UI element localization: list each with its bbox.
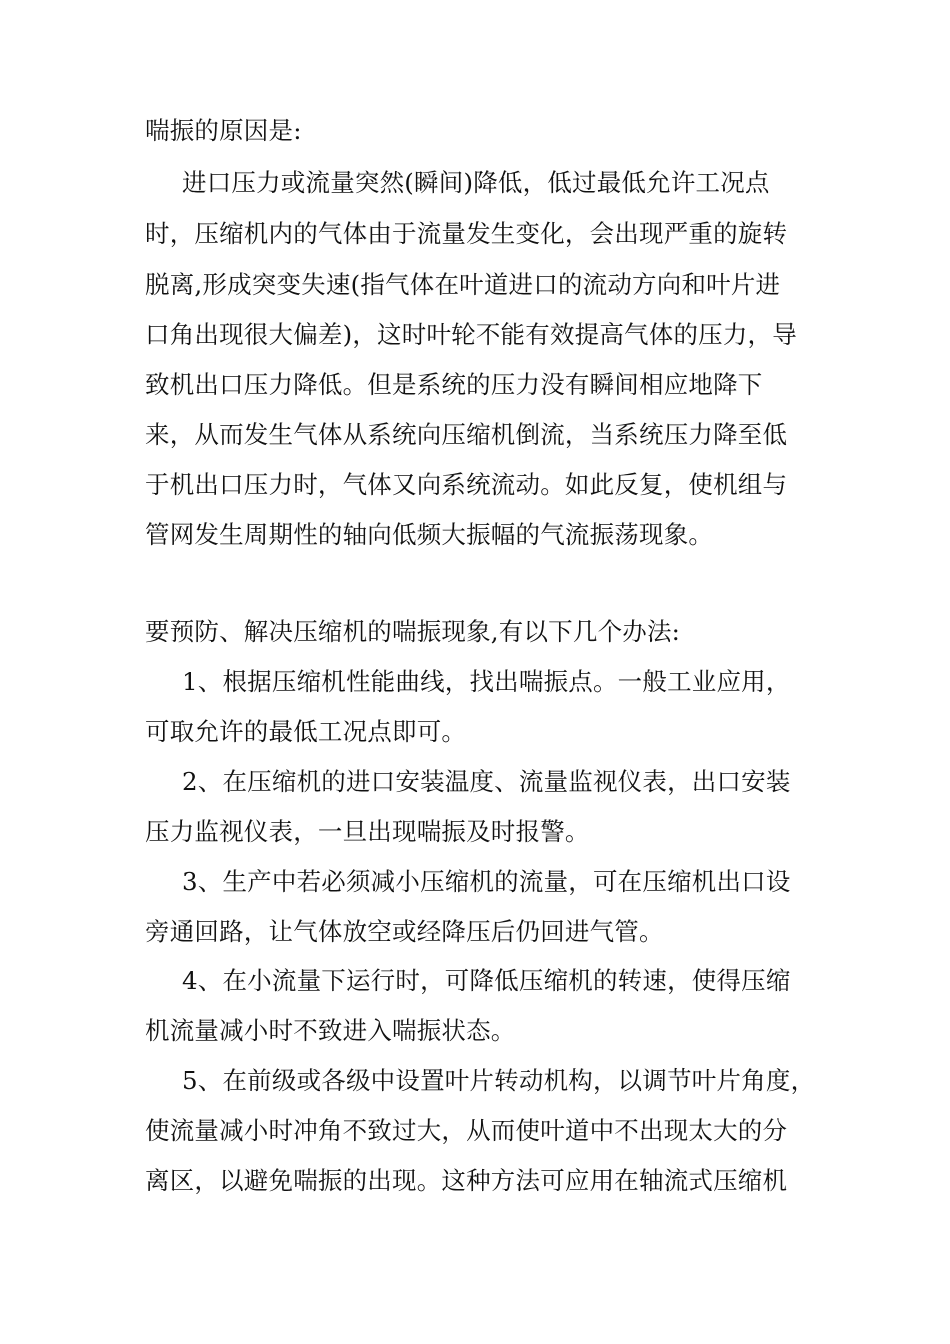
section2-line-10: 使流量减小时冲角不致过大，从而使叶道中不出现太大的分 [145,1116,788,1145]
section2-line-6: 旁通回路，让气体放空或经降压后仍回进气管。 [145,917,664,946]
section1-line-6: 来，从而发生气体从系统向压缩机倒流，当系统压力降至低 [145,420,788,449]
section2-line-1: 1、根据压缩机性能曲线，找出喘振点。一般工业应用， [182,667,791,696]
section1-line-8: 管网发生周期性的轴向低频大振幅的气流振荡现象。 [145,520,714,549]
section2-line-2: 可取允许的最低工况点即可。 [145,717,467,746]
section2-line-5: 3、生产中若必须减小压缩机的流量，可在压缩机出口设 [182,867,791,896]
section2-line-11: 离区，以避免喘振的出现。这种方法可应用在轴流式压缩机 [145,1166,788,1195]
section1-line-4: 口角出现很大偏差)，这时叶轮不能有效提高气体的压力，导 [145,320,797,349]
section1-line-3: 脱离,形成突变失速(指气体在叶道进口的流动方向和叶片进 [145,270,781,299]
section2-line-7: 4、在小流量下运行时，可降低压缩机的转速，使得压缩 [182,966,791,995]
section2-line-8: 机流量减小时不致进入喘振状态。 [145,1016,516,1045]
section1-line-7: 于机出口压力时，气体又向系统流动。如此反复，使机组与 [145,470,788,499]
section1-heading: 喘振的原因是: [145,116,302,145]
section2-line-9: 5、在前级或各级中设置叶片转动机构，以调节叶片角度， [182,1066,816,1095]
section2-line-4: 压力监视仪表，一旦出现喘振及时报警。 [145,817,590,846]
section1-line-2: 时，压缩机内的气体由于流量发生变化，会出现严重的旋转 [145,219,788,248]
section2-heading: 要预防、解决压缩机的喘振现象,有以下几个办法: [145,617,681,646]
section2-line-3: 2、在压缩机的进口安装温度、流量监视仪表，出口安装 [182,767,791,796]
section1-line-1: 进口压力或流量突然(瞬间)降低，低过最低允许工况点 [182,168,770,197]
section1-line-5: 致机出口压力降低。但是系统的压力没有瞬间相应地降下 [145,370,763,399]
